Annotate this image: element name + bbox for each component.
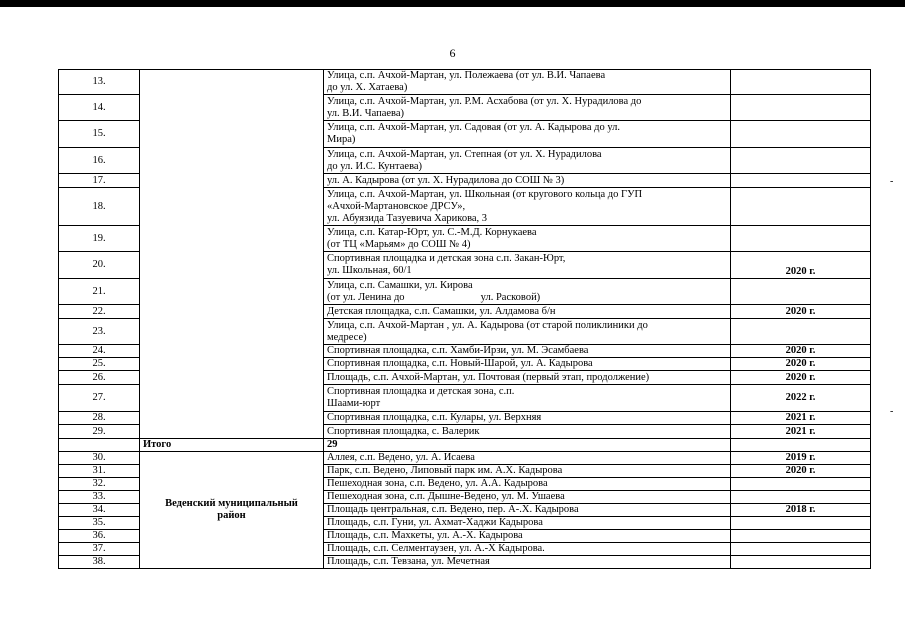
row-number: 18. xyxy=(59,188,140,226)
row-number: 16. xyxy=(59,148,140,174)
implementation-year xyxy=(731,174,871,188)
implementation-year xyxy=(731,530,871,543)
object-address xyxy=(324,345,731,358)
implementation-year: 2020 г. xyxy=(731,371,871,385)
row-number: 20. xyxy=(59,252,140,279)
address-line: Улица, с.п. Самашки, ул. Кирова xyxy=(327,279,473,291)
object-address: Парк, с.п. Ведено, Липовый парк им. А.Х. Кадырова xyxy=(324,465,731,478)
implementation-year: 2020 г. xyxy=(731,465,871,478)
address-line: (от ул. Ленина до ул. Расковой) xyxy=(327,291,541,303)
object-address: Пешеходная зона, с.п. Ведено, ул. А.А. Кадырова xyxy=(324,478,731,491)
row-number: 34. xyxy=(59,504,140,517)
table-row xyxy=(59,452,871,465)
district-name-line: Веденский муниципальный xyxy=(165,498,298,509)
implementation-year: 2021 г. xyxy=(731,412,871,425)
address-line: Шаами-юрт xyxy=(327,398,381,409)
implementation-year: 2020 г. xyxy=(731,305,871,319)
row-number: 32. xyxy=(59,478,140,491)
total-label: Итого xyxy=(140,439,324,452)
implementation-year: 2020 г. xyxy=(731,252,871,279)
address-line: (от ТЦ «Марьям» до СОШ № 4) xyxy=(327,238,471,250)
address-line: до ул. Х. Хатаева) xyxy=(327,82,408,93)
address-line: «Ачхой-Мартановское ДРСУ», xyxy=(327,200,466,212)
row-number: 21. xyxy=(59,279,140,305)
total-number-cell xyxy=(59,439,140,452)
object-address xyxy=(324,188,731,226)
row-number: 15. xyxy=(59,121,140,148)
row-number: 33. xyxy=(59,491,140,504)
scan-artifact-mark: - xyxy=(890,406,894,417)
row-number: 17. xyxy=(59,174,140,188)
object-address: Площадь, с.п. Гуни, ул. Ахмат-Хаджи Кадырова xyxy=(324,517,731,530)
implementation-year: 2018 г. xyxy=(731,504,871,517)
implementation-year xyxy=(731,95,871,121)
implementation-year xyxy=(731,279,871,305)
address-line: ул. А. Кадырова (от ул. Х. Нурадилова до СОШ № 3) xyxy=(327,174,565,186)
row-number: 35. xyxy=(59,517,140,530)
implementation-year: 2020 г. xyxy=(731,345,871,358)
implementation-year xyxy=(731,491,871,504)
address-line: Улица, с.п. Ачхой-Мартан, ул. Степная (от ул. Х. Нурадилова xyxy=(327,148,602,160)
row-number: 19. xyxy=(59,226,140,252)
row-number: 24. xyxy=(59,345,140,358)
address-line: Улица, с.п. Ачхой-Мартан, ул. Р.М. Асхабова (от ул. Х. Нурадилова до xyxy=(327,95,642,107)
district-name xyxy=(140,452,324,569)
implementation-year xyxy=(731,226,871,252)
row-number: 38. xyxy=(59,556,140,569)
row-number: 28. xyxy=(59,412,140,425)
address-line: Улица, с.п. Ачхой-Мартан, ул. Полежаева (от ул. В.И. Чапаева xyxy=(327,70,606,81)
objects-table xyxy=(58,69,871,569)
implementation-year: 2020 г. xyxy=(731,358,871,371)
object-address xyxy=(324,148,731,174)
row-number: 37. xyxy=(59,543,140,556)
object-address xyxy=(324,279,731,305)
page-number: 6 xyxy=(449,46,456,60)
object-address: Площадь, с.п. Махкеты, ул. А.-Х. Кадырова xyxy=(324,530,731,543)
address-line: Мира) xyxy=(327,134,356,145)
object-address xyxy=(324,252,731,279)
object-address: Пешеходная зона, с.п. Дышне-Ведено, ул. М. Ушаева xyxy=(324,491,731,504)
address-line: Детская площадка, с.п. Самашки, ул. Алдамова б/н xyxy=(327,305,556,317)
implementation-year xyxy=(731,319,871,345)
total-year-cell xyxy=(731,439,871,452)
municipality-cell xyxy=(140,70,324,439)
row-number: 23. xyxy=(59,319,140,345)
address-line: Улица, с.п. Ачхой-Мартан, ул. Садовая (от ул. А. Кадырова до ул. xyxy=(327,122,621,133)
object-address xyxy=(324,95,731,121)
implementation-year xyxy=(731,121,871,148)
address-line: Площадь, с.п. Ачхой-Мартан, ул. Почтовая (первый этап, продолжение) xyxy=(327,371,650,383)
implementation-year: 2021 г. xyxy=(731,425,871,439)
row-number: 14. xyxy=(59,95,140,121)
object-address xyxy=(324,226,731,252)
table-section-vedeno xyxy=(59,439,871,569)
object-address xyxy=(324,174,731,188)
object-address: Аллея, с.п. Ведено, ул. А. Исаева xyxy=(324,452,731,465)
implementation-year xyxy=(731,478,871,491)
scan-artifact-mark: - xyxy=(890,176,894,187)
implementation-year xyxy=(731,517,871,530)
row-number: 26. xyxy=(59,371,140,385)
implementation-year xyxy=(731,543,871,556)
address-line: до ул. И.С. Кунтаева) xyxy=(327,160,423,172)
address-line: ул. Школьная, 60/1 xyxy=(327,265,412,276)
object-address xyxy=(324,425,731,439)
row-number: 27. xyxy=(59,385,140,412)
implementation-year xyxy=(731,148,871,174)
row-number: 36. xyxy=(59,530,140,543)
row-number: 22. xyxy=(59,305,140,319)
row-number: 31. xyxy=(59,465,140,478)
implementation-year xyxy=(731,188,871,226)
table-row xyxy=(59,70,871,95)
address-line: Спортивная площадка, с.п. Новый-Шарой, ул. А. Кадырова xyxy=(327,358,593,369)
address-line: Улица, с.п. Катар-Юрт, ул. С.-М.Д. Корнукаева xyxy=(327,226,537,238)
implementation-year: 2019 г. xyxy=(731,452,871,465)
scan-top-border xyxy=(0,0,905,7)
district-name-line: район xyxy=(217,510,246,521)
address-line: ул. Абуязида Тазуевича Харикова, 3 xyxy=(327,212,488,224)
address-line: Спортивная площадка, с. Валерик xyxy=(327,425,480,437)
object-address: Площадь, с.п. Селментаузен, ул. А.-Х Кадырова. xyxy=(324,543,731,556)
object-address xyxy=(324,305,731,319)
address-line: ул. В.И. Чапаева) xyxy=(327,107,405,119)
address-line: Улица, с.п. Ачхой-Мартан , ул. А. Кадырова (от старой поликлиники до xyxy=(327,319,648,331)
object-address xyxy=(324,412,731,425)
address-line: Спортивная площадка и детская зона, с.п. xyxy=(327,386,515,397)
row-number: 25. xyxy=(59,358,140,371)
object-address xyxy=(324,371,731,385)
total-row xyxy=(59,439,871,452)
implementation-year xyxy=(731,70,871,95)
row-number: 29. xyxy=(59,425,140,439)
row-number: 30. xyxy=(59,452,140,465)
address-line: медресе) xyxy=(327,331,367,343)
object-address xyxy=(324,319,731,345)
object-address xyxy=(324,358,731,371)
total-value: 29 xyxy=(324,439,731,452)
table-section-achkhoi-martan xyxy=(59,70,871,439)
address-line: Спортивная площадка, с.п. Хамби-Ирзи, ул. М. Эсамбаева xyxy=(327,345,589,356)
object-address xyxy=(324,385,731,412)
address-line: Улица, с.п. Ачхой-Мартан, ул. Школьная (от кругового кольца до ГУП xyxy=(327,188,643,200)
object-address: Площадь, с.п. Тевзана, ул. Мечетная xyxy=(324,556,731,569)
object-address xyxy=(324,70,731,95)
implementation-year xyxy=(731,556,871,569)
object-address xyxy=(324,121,731,148)
address-line: Спортивная площадка и детская зона с.п. Закан-Юрт, xyxy=(327,253,566,264)
implementation-year: 2022 г. xyxy=(731,385,871,412)
row-number: 13. xyxy=(59,70,140,95)
address-line: Спортивная площадка, с.п. Кулары, ул. Верхняя xyxy=(327,412,542,423)
object-address: Площадь центральная, с.п. Ведено, пер. А-.Х. Кадырова xyxy=(324,504,731,517)
